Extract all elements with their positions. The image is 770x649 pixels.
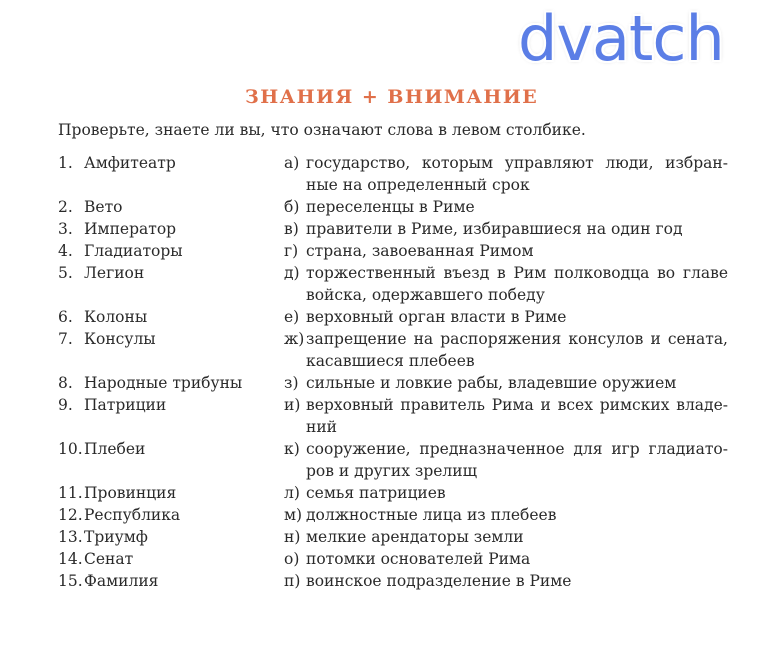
definition-text xyxy=(306,548,728,570)
definition-text xyxy=(306,328,728,372)
definition-line: сооружение, предназначенное для игр гладиато- xyxy=(306,440,728,458)
term-cell xyxy=(58,504,284,526)
definition-line: верховный орган власти в Риме xyxy=(306,308,567,326)
term-word: Фамилия xyxy=(84,572,159,590)
definition-letter: л) xyxy=(284,484,300,502)
definition-line: государство, которым управляют люди, избран- xyxy=(306,154,728,172)
term-cell xyxy=(58,152,284,174)
list-row xyxy=(58,548,748,570)
definition-letter: б) xyxy=(284,198,300,216)
term-cell xyxy=(58,328,284,350)
term-number: 11. xyxy=(58,484,83,502)
definition-cell xyxy=(284,218,728,240)
definition-text xyxy=(306,526,728,548)
term-word: Сенат xyxy=(84,550,134,568)
definition-line: торжественный въезд в Рим полководца во главе xyxy=(306,264,728,282)
term-word: Республика xyxy=(84,506,181,524)
list-row xyxy=(58,394,748,438)
definition-text xyxy=(306,240,728,262)
definition-cell xyxy=(284,262,728,306)
definition-letter: з) xyxy=(284,374,299,392)
definition-cell xyxy=(284,240,728,262)
definition-text xyxy=(306,262,728,306)
term-word: Консулы xyxy=(84,330,156,348)
list-row xyxy=(58,526,748,548)
definition-cell xyxy=(284,306,728,328)
term-word: Плебеи xyxy=(84,440,146,458)
definition-cell xyxy=(284,152,728,196)
term-number: 8. xyxy=(58,374,73,392)
term-word: Народные трибуны xyxy=(84,374,243,392)
watermark-logo: dvatch xyxy=(518,2,724,75)
intro-text: Проверьте, знаете ли вы, что означают слова в левом столбике. xyxy=(58,121,586,139)
term-number: 13. xyxy=(58,528,83,546)
definition-text xyxy=(306,306,728,328)
definition-text xyxy=(306,152,728,196)
definition-line: потомки основателей Рима xyxy=(306,550,531,568)
definition-cell xyxy=(284,482,728,504)
term-number: 2. xyxy=(58,198,73,216)
list-row xyxy=(58,306,748,328)
definition-cell xyxy=(284,526,728,548)
definition-line: запрещение на распоряжения консулов и сената, xyxy=(306,330,728,348)
term-word: Провинция xyxy=(84,484,177,502)
term-number: 10. xyxy=(58,440,83,458)
definition-line: воинское подразделение в Риме xyxy=(306,572,572,590)
list-row xyxy=(58,240,748,262)
definition-line: семья патрициев xyxy=(306,484,446,502)
list-row xyxy=(58,196,748,218)
list-row xyxy=(58,218,748,240)
term-word: Вето xyxy=(84,198,123,216)
term-cell xyxy=(58,218,284,240)
term-number: 12. xyxy=(58,506,83,524)
definition-text xyxy=(306,394,728,438)
definition-cell xyxy=(284,372,728,394)
definition-line: сильные и ловкие рабы, владевшие оружием xyxy=(306,374,677,392)
definition-letter: о) xyxy=(284,550,300,568)
term-cell xyxy=(58,394,284,416)
term-number: 1. xyxy=(58,154,73,172)
term-cell xyxy=(58,548,284,570)
term-word: Патриции xyxy=(84,396,167,414)
definition-letter: г) xyxy=(284,242,299,260)
term-cell xyxy=(58,306,284,328)
section-heading: ЗНАНИЯ + ВНИМАНИЕ xyxy=(245,86,539,108)
list-row xyxy=(58,328,748,372)
definition-letter: е) xyxy=(284,308,300,326)
definition-letter: м) xyxy=(284,506,303,524)
term-number: 5. xyxy=(58,264,73,282)
list-row xyxy=(58,570,748,592)
definition-line: ний xyxy=(306,418,337,436)
term-number: 6. xyxy=(58,308,73,326)
definition-letter: а) xyxy=(284,154,300,172)
definition-line: правители в Риме, избиравшиеся на один год xyxy=(306,220,683,238)
definition-cell xyxy=(284,394,728,438)
definition-letter: и) xyxy=(284,396,301,414)
definition-text xyxy=(306,196,728,218)
list-row xyxy=(58,438,748,482)
definition-cell xyxy=(284,328,728,372)
matching-list xyxy=(58,152,748,592)
definition-cell xyxy=(284,548,728,570)
definition-text xyxy=(306,504,728,526)
definition-line: ные на определенный срок xyxy=(306,176,530,194)
definition-cell xyxy=(284,504,728,526)
definition-line: должностные лица из плебеев xyxy=(306,506,557,524)
definition-cell xyxy=(284,438,728,482)
list-row xyxy=(58,482,748,504)
definition-letter: к) xyxy=(284,440,300,458)
term-word: Гладиаторы xyxy=(84,242,183,260)
term-number: 14. xyxy=(58,550,83,568)
definition-letter: ж) xyxy=(284,330,305,348)
list-row xyxy=(58,262,748,306)
term-cell xyxy=(58,570,284,592)
definition-text xyxy=(306,570,728,592)
definition-letter: н) xyxy=(284,528,301,546)
term-cell xyxy=(58,240,284,262)
term-word: Амфитеатр xyxy=(84,154,176,172)
definition-text xyxy=(306,372,728,394)
definition-line: касавшиеся плебеев xyxy=(306,352,475,370)
definition-cell xyxy=(284,570,728,592)
definition-text xyxy=(306,482,728,504)
list-row xyxy=(58,152,748,196)
definition-letter: д) xyxy=(284,264,300,282)
list-row xyxy=(58,372,748,394)
term-cell xyxy=(58,262,284,284)
term-number: 3. xyxy=(58,220,73,238)
term-cell xyxy=(58,438,284,460)
term-cell xyxy=(58,372,284,394)
definition-line: ров и других зрелищ xyxy=(306,462,478,480)
list-row xyxy=(58,504,748,526)
definition-text xyxy=(306,438,728,482)
term-number: 9. xyxy=(58,396,73,414)
definition-cell xyxy=(284,196,728,218)
definition-letter: в) xyxy=(284,220,299,238)
term-number: 7. xyxy=(58,330,73,348)
term-word: Император xyxy=(84,220,177,238)
term-word: Триумф xyxy=(84,528,148,546)
term-cell xyxy=(58,526,284,548)
term-cell xyxy=(58,482,284,504)
definition-letter: п) xyxy=(284,572,301,590)
definition-line: страна, завоеванная Римом xyxy=(306,242,534,260)
definition-text xyxy=(306,218,728,240)
term-cell xyxy=(58,196,284,218)
definition-line: мелкие арендаторы земли xyxy=(306,528,524,546)
term-number: 15. xyxy=(58,572,83,590)
definition-line: войска, одержавшего победу xyxy=(306,286,545,304)
definition-line: верховный правитель Рима и всех римских владе- xyxy=(306,396,728,414)
term-word: Колоны xyxy=(84,308,148,326)
definition-line: переселенцы в Риме xyxy=(306,198,475,216)
term-number: 4. xyxy=(58,242,73,260)
term-word: Легион xyxy=(84,264,145,282)
